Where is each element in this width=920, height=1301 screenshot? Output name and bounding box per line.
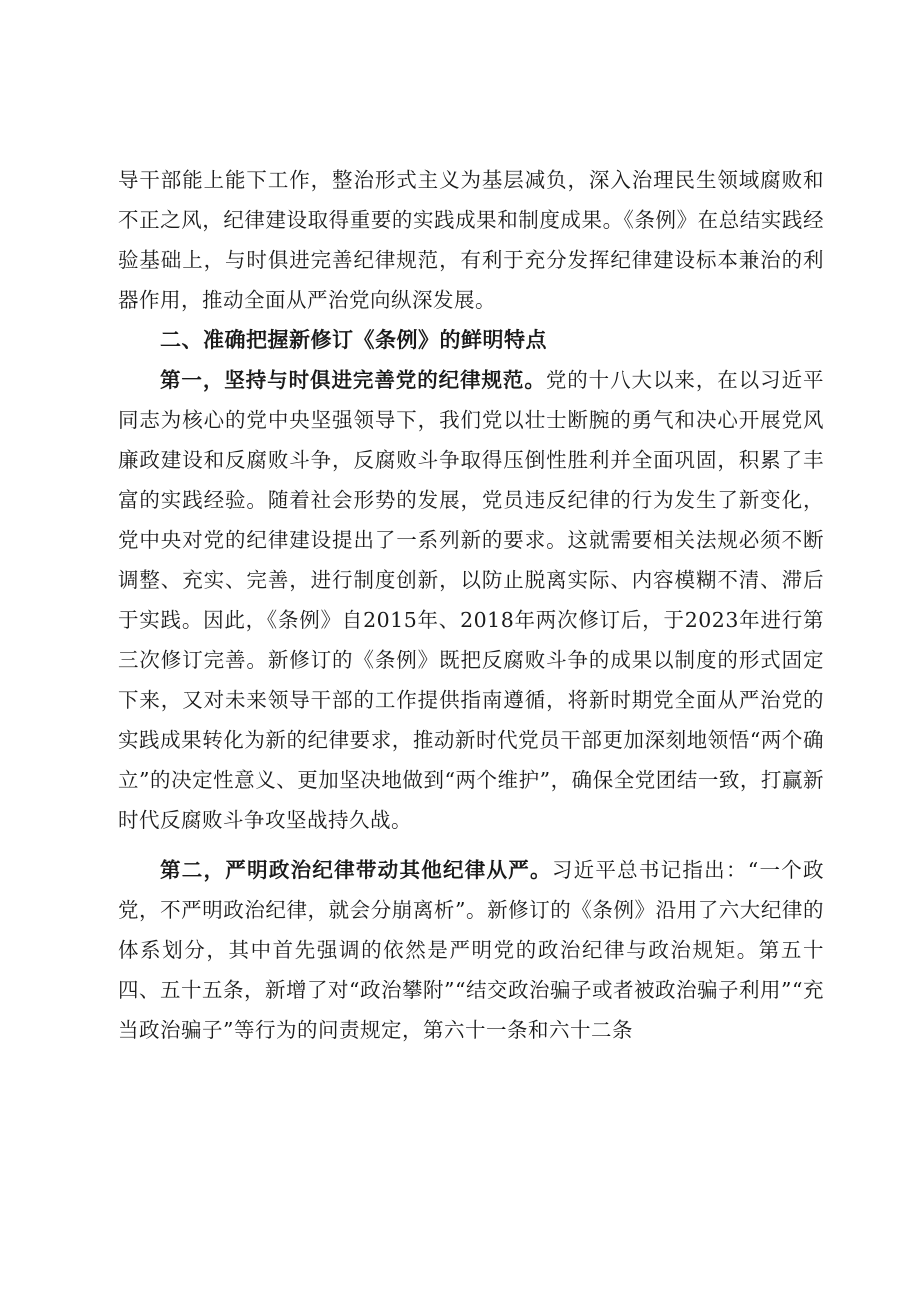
point-one-body: 党的十八大以来，在以习近平同志为核心的党中央坚强领导下，我们党以壮士断腕的勇气和决心开展党风廉政建设和反腐败斗争，反腐败斗争取得压倒性胜利并全面巩固，积累了丰富的实践经验。随着社会形势的发展，党员违反纪律的行为发生了新变化，党中央对党的纪律建设提出了一系列新的要求。这就需要相关法规必须不断调整、充实、完善，进行制度创新，以防止脱离实际、内容模糊不清、滞后于实践。因此，《条例》自2015年、2018年两次修订后，于2023年进行第三次修订完善。新修订的《条例》既把反腐败斗争的成果以制度的形式固定下来，又对未来领导干部的工作提供指南遵循，将新时期党全面从严治党的实践成果转化为新的纪律要求，推动新时代党员干部更加深刻地领悟“两个确立”的决定性意义、更加坚决地做到“两个维护”，确保全党团结一致，打赢新时代反腐败斗争攻坚战持久战。	[118, 368, 825, 832]
point-two-body: 习近平总书记指出：“一个政党，不严明政治纪律，就会分崩离析”。新修订的《条例》沿用了六大纪律的体系划分，其中首先强调的依然是严明党的政治纪律与政治规矩。第五十四、五十五条，新增了对“政治攀附”“结交政治骗子或者被政治骗子利用”“充当政治骗子”等行为的问责规定，第六十一条和六十二条	[118, 858, 824, 1042]
point-two-lead: 第二，严明政治纪律带动其他纪律从严。	[160, 858, 552, 882]
point-one-lead: 第一，坚持与时俱进完善党的纪律规范。	[160, 368, 546, 392]
section-heading: 二、准确把握新修订《条例》的鲜明特点	[160, 328, 547, 352]
intro-paragraph: 导干部能上能下工作，整治形式主义为基层减负，深入治理民生领域腐败和不正之风，纪律建设取得重要的实践成果和制度成果。《条例》在总结实践经验基础上，与时俱进完善纪律规范，有利于充分发挥纪律建设标本兼治的利器作用，推动全面从严治党向纵深发展。	[118, 168, 824, 312]
document-body	[118, 160, 824, 1050]
point-one-paragraph	[118, 360, 824, 840]
paragraph-gap	[118, 840, 824, 850]
point-two-paragraph	[118, 850, 824, 1050]
